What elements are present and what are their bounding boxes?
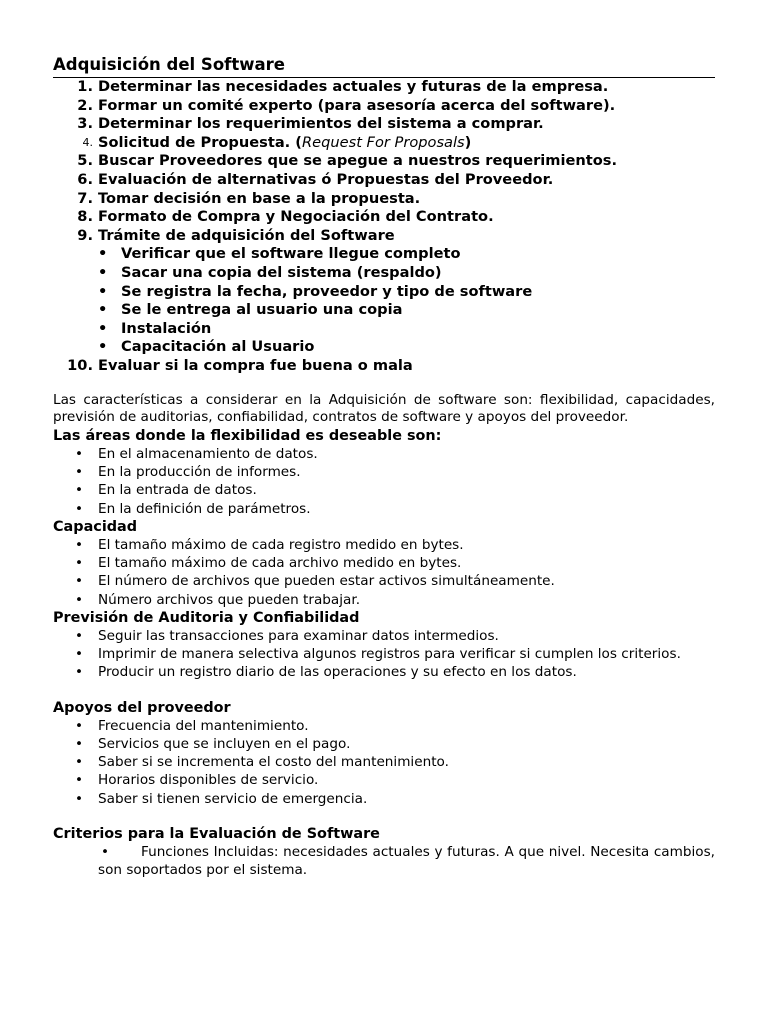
list-item: • Saber si tienen servicio de emergencia. <box>53 790 715 808</box>
acquisition-steps-list-end <box>53 357 715 376</box>
step-text: Evaluar si la compra fue buena o mala <box>98 356 413 374</box>
substep-item: • Verificar que el software llegue completo <box>53 245 715 264</box>
step-text: Tomar decisión en base a la propuesta. <box>98 189 421 207</box>
step-text: Buscar Proveedores que se apegue a nuestros requerimientos. <box>98 152 618 170</box>
criteria-text: Funciones Incluidas: necesidades actuales y futuras. A que nivel. Necesita cambios, son soportados por el sistema. <box>98 843 715 879</box>
step-number: 2. <box>77 96 93 114</box>
substep-item: • Instalación <box>53 320 715 339</box>
step-item <box>53 357 715 376</box>
step-item <box>53 227 715 246</box>
step-text-after: ) <box>464 133 472 151</box>
step-text: Trámite de adquisición del Software <box>98 226 395 244</box>
bullet-glyph: • <box>101 843 110 860</box>
step-item <box>53 152 715 171</box>
substep-item: • Sacar una copia del sistema (respaldo) <box>53 264 715 283</box>
list-item: • En la producción de informes. <box>53 463 715 481</box>
step-item <box>53 208 715 227</box>
step-text-before: Solicitud de Propuesta. ( <box>98 133 302 151</box>
step-number: 3. <box>77 115 93 133</box>
section-heading-audit: Previsión de Auditoria y Confiabilidad <box>53 609 360 626</box>
step-number: 10. <box>67 356 93 374</box>
list-item: • Saber si se incrementa el costo del mantenimiento. <box>53 753 715 771</box>
section-heading-vendor-support: Apoyos del proveedor <box>53 699 231 716</box>
acquisition-substeps-list <box>53 245 715 357</box>
section-heading-criteria: Criterios para la Evaluación de Software <box>53 825 380 842</box>
list-item: • Número archivos que pueden trabajar. <box>53 591 715 609</box>
acquisition-steps-list <box>53 78 715 245</box>
step-text: Determinar las necesidades actuales y futuras de la empresa. <box>98 78 609 95</box>
step-number: 1. <box>77 78 93 95</box>
list-item: • En la definición de parámetros. <box>53 500 715 518</box>
step-number: 8. <box>77 208 93 226</box>
substep-item: • Se le entrega al usuario una copia <box>53 301 715 320</box>
step-item <box>53 134 715 153</box>
list-item: • El número de archivos que pueden estar activos simultáneamente. <box>53 572 715 590</box>
criteria-paragraph <box>53 843 715 879</box>
page-title: Adquisición del Software <box>53 54 715 78</box>
list-item: • Producir un registro diario de las operaciones y su efecto en los datos. <box>53 663 715 681</box>
step-item <box>53 190 715 209</box>
list-item: • Frecuencia del mantenimiento. <box>53 717 715 735</box>
list-item: • Horarios disponibles de servicio. <box>53 771 715 789</box>
step-number: 4. <box>82 135 93 149</box>
list-item: • Imprimir de manera selectiva algunos registros para verificar si cumplen los criterios. <box>53 645 715 663</box>
flexibility-list <box>53 445 715 518</box>
step-number: 9. <box>77 226 93 244</box>
step-item <box>53 97 715 116</box>
step-text: Evaluación de alternativas ó Propuestas del Proveedor. <box>98 170 554 188</box>
audit-list <box>53 627 715 682</box>
list-item: • En el almacenamiento de datos. <box>53 445 715 463</box>
list-item: • En la entrada de datos. <box>53 481 715 499</box>
step-item <box>53 171 715 190</box>
intro-paragraph: Las características a considerar en la Adquisición de software son: flexibilidad, capacidades, previsión de auditorias, confiabilidad, contratos de software y apoyos del proveedor. <box>53 391 715 426</box>
capacity-list <box>53 536 715 609</box>
step-text: Formar un comité experto (para asesoría acerca del software). <box>98 96 616 114</box>
list-item: • El tamaño máximo de cada registro medido en bytes. <box>53 536 715 554</box>
step-text: Determinar los requerimientos del sistema a comprar. <box>98 115 544 133</box>
section-heading-capacity: Capacidad <box>53 518 138 535</box>
list-item: • Servicios que se incluyen en el pago. <box>53 735 715 753</box>
step-text-italic: Request For Proposals <box>301 133 465 151</box>
step-item <box>53 115 715 134</box>
substep-item: • Se registra la fecha, proveedor y tipo de software <box>53 283 715 302</box>
vendor-support-list <box>53 717 715 808</box>
substep-item: • Capacitación al Usuario <box>53 338 715 357</box>
step-number: 5. <box>77 152 93 170</box>
list-item: • El tamaño máximo de cada archivo medido en bytes. <box>53 554 715 572</box>
list-item: • Seguir las transacciones para examinar datos intermedios. <box>53 627 715 645</box>
step-number: 6. <box>77 170 93 188</box>
step-item <box>53 78 715 97</box>
step-number: 7. <box>77 189 93 207</box>
step-text: Formato de Compra y Negociación del Contrato. <box>98 208 494 226</box>
section-heading-flexibility: Las áreas donde la flexibilidad es deseable son: <box>53 427 442 444</box>
